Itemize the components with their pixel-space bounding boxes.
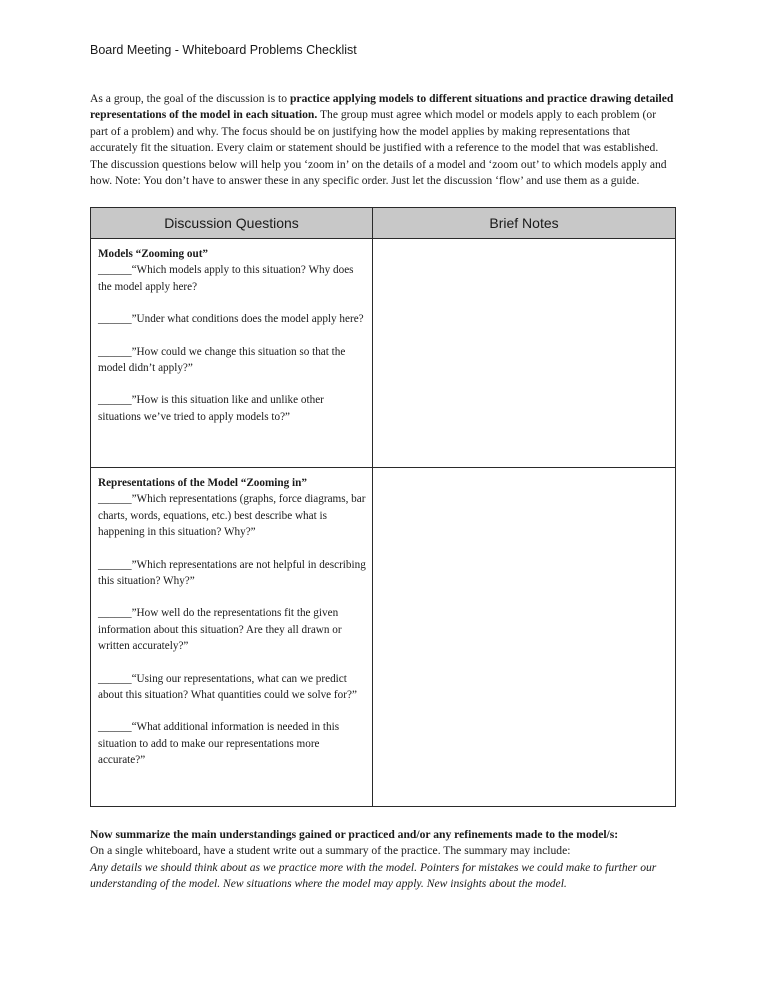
zooming-in-questions-cell [91, 468, 373, 807]
table-header-row [91, 208, 676, 239]
page-header-title: Board Meeting - Whiteboard Problems Checklist [90, 43, 357, 57]
checklist-table [90, 207, 676, 807]
summary-instructions: On a single whiteboard, have a student write out a summary of the practice. The summary may include: [90, 844, 571, 858]
zooming-out-question-4: ______”How is this situation like and unlike other situations we’ve tried to apply models to?” [98, 394, 324, 423]
table-row [91, 239, 676, 468]
zooming-in-question-5: ______“What additional information is needed in this situation to add to make our representations more accurate?” [98, 721, 340, 767]
zooming-in-question-2: ______”Which representations are not helpful in describing this situation? Why?” [98, 558, 366, 588]
intro-text-start: As a group, the goal of the discussion is to [90, 92, 290, 105]
table-row [91, 468, 676, 807]
zooming-in-section-title: Representations of the Model “Zooming in” [98, 477, 307, 489]
zooming-out-question-1: ______“Which models apply to this situation? Why does the model apply here? [98, 264, 354, 293]
intro-goal-bold: practice applying models to different situations and practice drawing detailed representations of the model in each situation. [90, 92, 674, 122]
zooming-in-question-3: ______”How well do the representations fit the given information about this situation? Are they all drawn or written accurately?” [98, 607, 342, 653]
zooming-in-question-1: ______”Which representations (graphs, force diagrams, bar charts, words, equations, etc.) best describe what is happening in this situation? Why?” [98, 493, 366, 539]
zooming-out-question-2: ______”Under what conditions does the model apply here? [98, 313, 364, 326]
zooming-in-notes-cell[interactable] [373, 468, 676, 807]
intro-paragraph [90, 91, 675, 189]
discussion-questions-header: Discussion Questions [91, 208, 373, 239]
intro-text-rest: The group must agree which model or models apply to each problem (or part of a problem) and why. The focus should be on justifying how the model applies by making representations that accurately fit the situation. Every claim or statement should be justified with a reference to the model that was established. The discussion questions below will help you ‘zoom in’ on the details of a model and ‘zoom out’ to which models apply and how. Note: You don’t have to answer these in any specific order. Just let the discussion ‘flow’ and use them as a guide. [90, 108, 667, 188]
zooming-out-questions-cell [91, 239, 373, 468]
summary-examples: Any details we should think about as we practice more with the model. Pointers for mistakes we could make to further our understanding of the model. New situations where the model may apply. New insights about the model. [90, 860, 657, 891]
zooming-out-question-3: ______”How could we change this situation so that the model didn’t apply?” [98, 345, 346, 375]
zooming-out-notes-cell[interactable] [373, 239, 676, 468]
zooming-out-section-title: Models “Zooming out” [98, 248, 209, 260]
summary-title: Now summarize the main understandings gained or practiced and/or any refinements made to the model/s: [90, 828, 619, 841]
summary-section [90, 827, 690, 893]
brief-notes-header: Brief Notes [373, 208, 676, 239]
zooming-in-question-4: ______“Using our representations, what can we predict about this situation? What quantities could we solve for?” [98, 672, 357, 702]
